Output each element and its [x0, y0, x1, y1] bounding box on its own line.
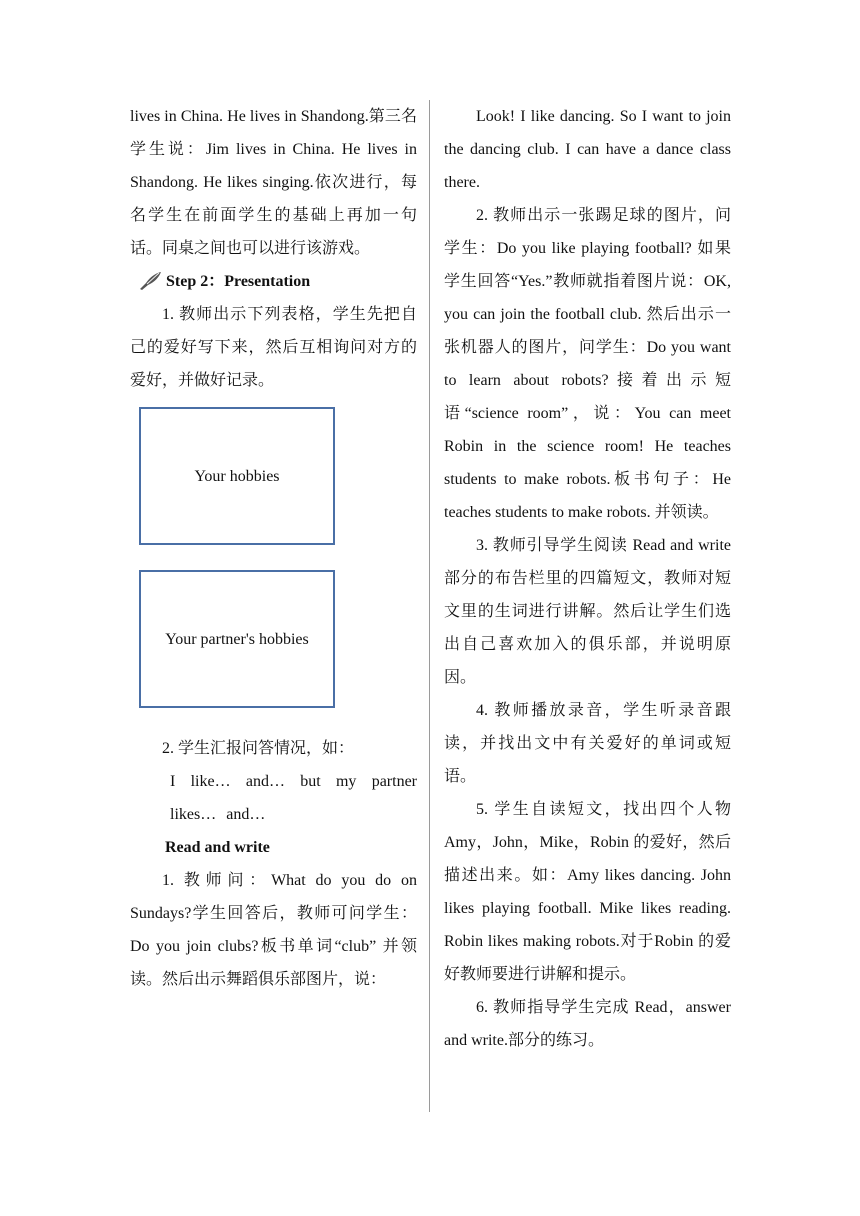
left-paragraph-1: lives in China. He lives in Shandong.第三名学生说：Jim lives in China. He lives in Shandong. He likes singing.依次进行，每名学生在前面学生的基础上再加一句话。同桌之间也可以进行该游戏。 — [130, 108, 417, 257]
right-item-6: 6. 教师指导学生完成 Read，answer and write.部分的练习。 — [444, 999, 731, 1049]
your-hobbies-label: Your hobbies — [194, 467, 280, 485]
right-item-5: 5. 学生自读短文，找出四个人物Amy，John，Mike，Robin 的爱好，然后描述出来。如：Amy likes dancing. John likes playing football. Mike likes reading. Robin likes making robots.对于Robin 的爱好教师要进行讲解和提示。 — [444, 801, 731, 983]
example-sentence: I like… and… but my partner likes… and… — [170, 773, 417, 823]
your-hobbies-box — [139, 407, 335, 545]
right-item-2: 2. 教师出示一张踢足球的图片，问学生：Do you like playing football? 如果学生回答“Yes.”教师就指着图片说：OK, you can join the football club. 然后出示一张机器人的图片，问学生：Do you want to learn about robots?接着出示短语“science room”，说：You can meet Robin in the science room! He teaches students to make robots.板书句子：He teaches students to make robots. 并领读。 — [444, 207, 731, 521]
left-column — [130, 100, 417, 996]
column-divider — [429, 100, 430, 1112]
partner-hobbies-label: Your partner's hobbies — [165, 630, 309, 648]
left-item-1: 1. 教师出示下列表格，学生先把自己的爱好写下来，然后互相询问对方的爱好，并做好记录。 — [130, 306, 417, 389]
right-column — [444, 100, 731, 1057]
left-item-2: 2. 学生汇报问答情况，如： — [162, 740, 355, 757]
right-item-4: 4. 教师播放录音，学生听录音跟读，并找出文中有关爱好的单词或短语。 — [444, 702, 731, 785]
right-paragraph-1: Look! I like dancing. So I want to join the dancing club. I can have a dance class there. — [444, 108, 731, 191]
right-item-3: 3. 教师引导学生阅读 Read and write 部分的布告栏里的四篇短文，教师对短文里的生词进行讲解。然后让学生们选出自己喜欢加入的俱乐部，并说明原因。 — [444, 537, 731, 686]
read-write-item-1: 1. 教师问：What do you do on Sundays?学生回答后，教师可问学生：Do you join clubs?板书单词“club” 并领读。然后出示舞蹈俱乐部图片，说： — [130, 872, 417, 988]
read-and-write-heading: Read and write — [165, 839, 270, 856]
partner-hobbies-box — [139, 570, 335, 708]
quill-pen-icon — [138, 271, 162, 291]
step2-heading-text: Step 2：Presentation — [166, 273, 311, 290]
step2-heading — [130, 265, 417, 298]
